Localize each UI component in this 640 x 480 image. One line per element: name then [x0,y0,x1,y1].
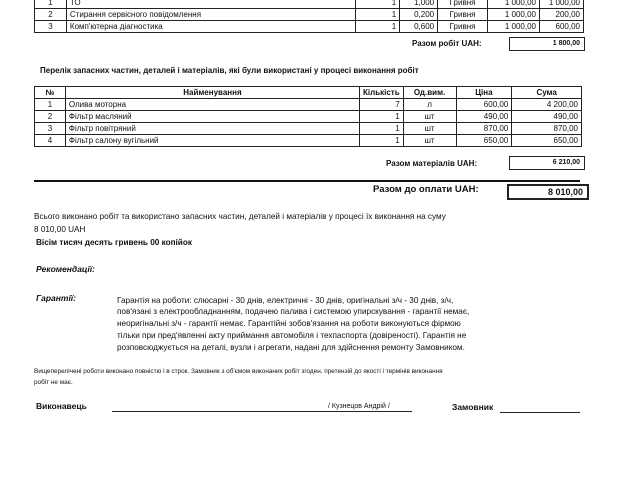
works-cell-price: 1 000,00 [488,21,540,33]
parts-table [34,86,582,147]
header-num: № [35,87,66,99]
parts-title: Перелік запасних частин, деталей і матеріалів, які були використані у процесі виконання робіт [40,66,419,75]
works-cell-qty: 1 [356,9,400,21]
parts-cell-sum: 4 200,00 [512,99,582,111]
works-cell-name: Комп'ютерна діагностика [66,21,355,33]
works-cell-price: 1 000,00 [488,9,540,21]
works-total-value: 1 800,00 [509,37,585,51]
works-cell-qty: 1 [356,21,400,33]
summary-words: Вісім тисяч десять гривень 00 копійок [36,238,192,247]
parts-cell-unit: шт [403,123,456,135]
parts-cell-price: 650,00 [456,135,512,147]
parts-cell-name: Фільтр салону вугільний [65,135,359,147]
grand-total-label: Разом до оплати UAH: [373,184,479,195]
header-qty: Кількість [360,87,404,99]
works-cell-num: 2 [35,9,67,21]
parts-cell-qty: 7 [360,99,404,111]
parts-header-row [35,87,582,99]
guarantee-line-4: тільки при пред'явленні акту приймання автомобіля і техпаспорта (довіреності). Гарантія не [117,331,467,340]
works-row [35,0,584,9]
parts-cell-num: 2 [35,111,66,123]
works-cell-name: ТО [66,0,355,9]
works-total-label: Разом робіт UAH: [412,39,482,48]
parts-cell-unit: шт [403,135,456,147]
guarantee-line-5: розповсюджується на деталі, вузли і агрегати, надані для здійснення ремонту Замовником. [117,343,465,352]
works-cell-name: Стирання сервісного повідомлення [66,9,355,21]
customer-signature-line [500,412,580,413]
works-cell-sum: 1 000,00 [539,0,583,9]
parts-cell-price: 600,00 [456,99,512,111]
works-cell-price1: 0,600 [400,21,438,33]
parts-cell-name: Олива моторна [65,99,359,111]
parts-row [35,135,582,147]
parts-row [35,111,582,123]
summary-line-1: Всього виконано робіт та використано запасних частин, деталей і матеріалів у процесі їх виконання на суму [34,212,446,221]
works-row [35,21,584,33]
grand-total-value: 8 010,00 [507,184,589,200]
parts-cell-name: Фільтр масляний [65,111,359,123]
parts-total-label: Разом матеріалів UAH: [386,159,478,168]
header-price: Ціна [456,87,512,99]
parts-row [35,99,582,111]
parts-cell-qty: 1 [360,111,404,123]
agreement-line-2: робіт не має. [34,379,73,386]
parts-cell-sum: 650,00 [512,135,582,147]
parts-total-value: 6 210,00 [509,156,585,170]
guarantee-line-2: пов'язані з електрообладнанням, подачею палива і системою упирскування - гарантії немає, [117,307,470,316]
header-name: Найменування [65,87,359,99]
parts-cell-price: 490,00 [456,111,512,123]
works-row [35,9,584,21]
agreement-line-1: Вищеперелічені роботи виконано повністю і в строк. Замовник з об'ємом виконаних робіт згоден, претензій до якості і термінів виконання [34,368,443,375]
parts-cell-unit: л [403,99,456,111]
guarantee-label: Гарантії: [36,293,76,303]
header-unit: Од.вим. [403,87,456,99]
parts-cell-name: Фільтр повітряний [65,123,359,135]
parts-cell-num: 3 [35,123,66,135]
works-cell-sum: 600,00 [539,21,583,33]
works-cell-num: 3 [35,21,67,33]
works-cell-price1: 1,000 [400,0,438,9]
parts-cell-unit: шт [403,111,456,123]
works-cell-sum: 200,00 [539,9,583,21]
parts-cell-num: 1 [35,99,66,111]
parts-row [35,123,582,135]
executor-label: Виконавець [36,401,87,411]
parts-cell-num: 4 [35,135,66,147]
recommendations-label: Рекомендації: [36,264,95,274]
summary-line-2: 8 010,00 UAH [34,225,86,234]
works-cell-unit: Гривня [438,0,488,9]
works-cell-num: 1 [35,0,67,9]
works-cell-qty: 1 [356,0,400,9]
parts-cell-qty: 1 [360,123,404,135]
works-cell-price: 1 000,00 [488,0,540,9]
guarantee-line-3: неоригінальні з/ч - гарантії немає. Гарантійні зобов'язання на роботи виконуються фірмою [117,319,461,328]
customer-label: Замовник [452,402,494,412]
parts-cell-price: 870,00 [456,123,512,135]
works-cell-unit: Гривня [438,21,488,33]
works-cell-unit: Гривня [438,9,488,21]
parts-cell-sum: 490,00 [512,111,582,123]
executor-name: / Кузнецов Андрій / [328,403,390,410]
separator-line [34,180,580,182]
guarantee-line-1: Гарантія на роботи: слюсарні - 30 днів, електричні - 30 днів, оригінальні з/ч - 30 днів, з/ч, [117,296,454,305]
works-cell-price1: 0,200 [400,9,438,21]
header-sum: Сума [512,87,582,99]
works-table [34,0,584,33]
parts-cell-sum: 870,00 [512,123,582,135]
parts-cell-qty: 1 [360,135,404,147]
